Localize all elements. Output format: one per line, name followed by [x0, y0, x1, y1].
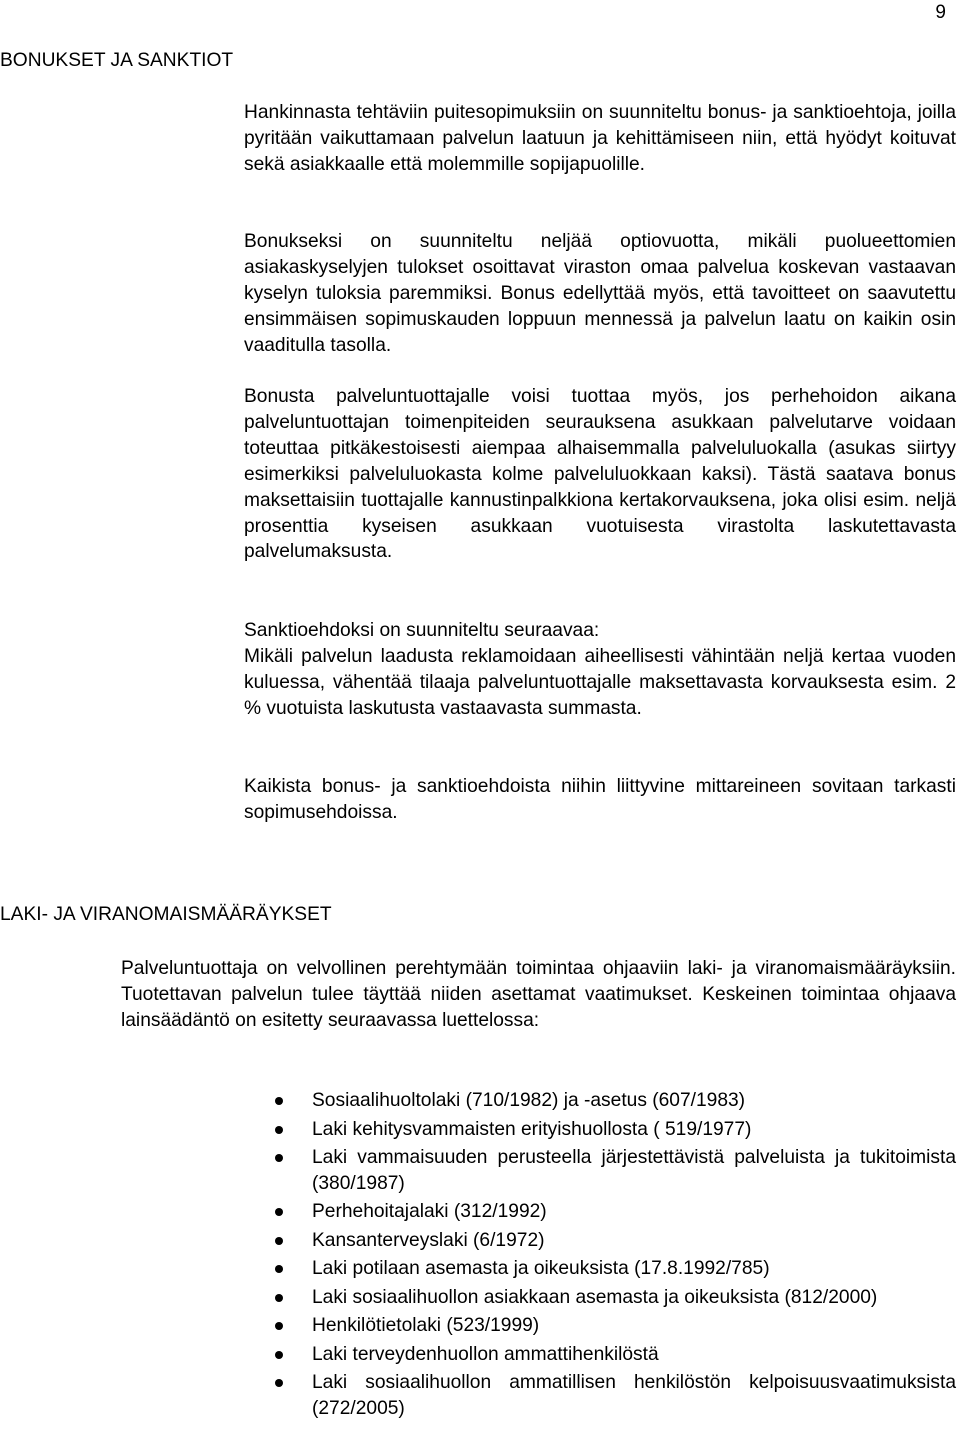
list-item-text: Laki sosiaalihuollon ammatillisen henkilöstön kelpoisuusvaatimuksista (272/2005)	[312, 1372, 956, 1420]
list-item-text: Laki sosiaalihuollon asiakkaan asemasta ja oikeuksista (812/2000)	[312, 1286, 878, 1308]
list-item	[312, 1313, 956, 1339]
list-item-text: Laki terveydenhuollon ammattihenkilöstä	[312, 1343, 659, 1365]
paragraph-text: Sanktioehdoksi on suunniteltu seuraavaa:	[244, 620, 600, 641]
paragraph	[121, 956, 956, 1034]
list-item-text: Laki vammaisuuden perusteella järjestettävistä palveluista ja tukitoimista (380/1987)	[312, 1147, 956, 1194]
list-item-text: Laki potilaan asemasta ja oikeuksista (17.8.1992/785)	[312, 1258, 770, 1280]
list-item-text: Henkilötietolaki (523/1999)	[312, 1315, 540, 1337]
paragraph	[244, 384, 956, 565]
list-item	[312, 1228, 956, 1254]
bullet-icon	[275, 1322, 283, 1330]
bullet-icon	[275, 1294, 283, 1302]
paragraph-text: Bonusta palveluntuottajalle voisi tuottaa myös, jos perhehoidon aikana palveluntuottajan toimenpiteiden seurauksena asukkaan palvelutarve voidaan toteuttaa pitkäkestoisesti aiempaa alhaisemmalla palveluluokalla (asukas siirtyy esimerkiksi palveluluokasta kolme palveluluokkaan kaksi). Tästä saatava bonus maksettaisiin tuottajalle kannustinpalkkiona kertakorvauksena, joka olisi esim. neljä prosenttia kyseisen asukkaan vuotuisesta virastolta laskutettavasta palvelumaksusta.	[244, 386, 956, 563]
list-item-text: Kansanterveyslaki (6/1972)	[312, 1229, 545, 1251]
paragraph-text: Bonukseksi on suunniteltu neljää optiovuotta, mikäli puolueettomien asiakaskyselyjen tulokset osoittavat viraston omaa palvelua koskevan vastaavan kyselyn tuloksia paremmiksi. Bonus edellyttää myös, että tavoitteet on saavutettu ensimmäisen sopimuskauden loppuun mennessä ja palvelun laatu on kaikin osin vaaditulla tasolla.	[244, 231, 956, 356]
bullet-icon	[275, 1126, 283, 1134]
paragraph	[244, 229, 956, 359]
list-item-text: Perhehoitajalaki (312/1992)	[312, 1201, 547, 1223]
list-item	[312, 1256, 956, 1282]
paragraph	[244, 618, 956, 722]
section-heading-bonuses: BONUKSET JA SANKTIOT	[0, 50, 234, 71]
list-item	[312, 1088, 956, 1114]
paragraph	[244, 774, 956, 826]
bullet-icon	[275, 1208, 283, 1216]
list-item	[312, 1285, 956, 1311]
paragraph-text: Hankinnasta tehtäviin puitesopimuksiin on suunniteltu bonus- ja sanktioehtoja, joilla pyritään vaikuttamaan palvelun laatuun ja kehittämiseen niin, että hyödyt koituvat sekä asiakkaalle että molemmille sopijapuolille.	[244, 102, 956, 175]
bullet-icon	[275, 1379, 283, 1387]
bullet-icon	[275, 1265, 283, 1273]
section-heading-regulations: LAKI- JA VIRANOMAISMÄÄRÄYKSET	[0, 904, 332, 925]
list-item-text: Laki kehitysvammaisten erityishuollosta ( 519/1977)	[312, 1118, 752, 1140]
law-list	[312, 1088, 956, 1425]
paragraph	[244, 100, 956, 178]
bullet-icon	[275, 1154, 283, 1162]
paragraph-text: Mikäli palvelun laadusta reklamoidaan aiheellisesti vähintään neljä kertaa vuoden kuluessa, vähentää tilaaja palveluntuottajalle maksettavasta korvauksesta esim. 2 % vuotuista laskutusta vastaavasta summasta.	[244, 645, 956, 719]
paragraph-text: Kaikista bonus- ja sanktioehdoista niihin liittyvine mittareineen sovitaan tarkasti sopimusehdoissa.	[244, 776, 956, 823]
list-item	[312, 1145, 956, 1197]
bullet-icon	[275, 1097, 283, 1105]
paragraph-text: Palveluntuottaja on velvollinen perehtymään toimintaa ohjaaviin laki- ja viranomaismääräyksiin. Tuotettavan palvelun tulee täyttää niiden asettamat vaatimukset. Keskeinen toimintaa ohjaava lainsäädäntö on esitetty seuraavassa luettelossa:	[121, 958, 956, 1031]
list-item	[312, 1199, 956, 1225]
page-number: 9	[935, 2, 946, 23]
bullet-icon	[275, 1237, 283, 1245]
bullet-icon	[275, 1351, 283, 1359]
list-item	[312, 1370, 956, 1422]
list-item-text: Sosiaalihuoltolaki (710/1982) ja -asetus (607/1983)	[312, 1090, 746, 1111]
list-item	[312, 1342, 956, 1368]
list-item	[312, 1117, 956, 1143]
